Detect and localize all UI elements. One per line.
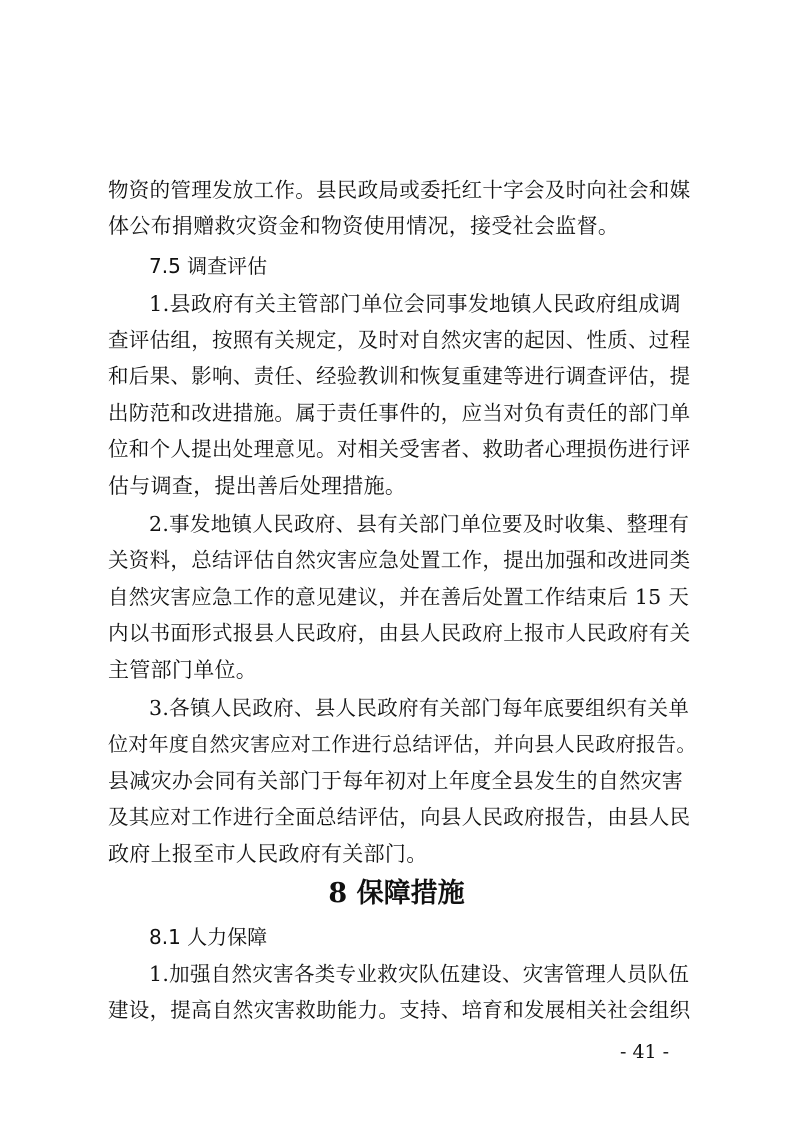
body-text-line: 估与调查，提出善后处理措施。 — [108, 474, 407, 498]
body-text-line: 内以书面形式报县人民政府，由县人民政府上报市人民政府有关 — [108, 621, 691, 645]
body-text-line: 和后果、影响、责任、经验教训和恢复重建等进行调查评估，提 — [108, 364, 691, 388]
body-text-line: 及其应对工作进行全面总结评估，向县人民政府报告，由县人民 — [108, 805, 691, 829]
body-text-line: 体公布捐赠救灾资金和物资使用情况，接受社会监督。 — [108, 214, 620, 238]
chapter-heading-8: 8 保障措施 — [328, 878, 465, 909]
body-text-line: 位对年度自然灾害应对工作进行总结评估，并向县人民政府报告。 — [108, 732, 697, 756]
body-text-line: 关资料，总结评估自然灾害应急处置工作，提出加强和改进同类 — [108, 548, 691, 572]
body-text-line: 出防范和改进措施。属于责任事件的，应当对负有责任的部门单 — [108, 401, 691, 425]
page-number: - 41 - — [620, 1041, 670, 1063]
body-text-line: 1.加强自然灾害各类专业救灾队伍建设、灾害管理人员队伍 — [149, 962, 690, 986]
body-text-line: 查评估组，按照有关规定，及时对自然灾害的起因、性质、过程 — [108, 328, 691, 352]
body-text-line: 2.事发地镇人民政府、县有关部门单位要及时收集、整理有 — [149, 512, 690, 536]
section-heading-8-1: 8.1 人力保障 — [149, 925, 268, 949]
body-text-line: 主管部门单位。 — [108, 658, 258, 682]
body-text-line: 1.县政府有关主管部门单位会同事发地镇人民政府组成调 — [149, 292, 681, 316]
body-text-line: 物资的管理发放工作。县民政局或委托红十字会及时向社会和媒 — [108, 178, 691, 202]
body-text-line: 县减灾办会同有关部门于每年初对上年度全县发生的自然灾害 — [108, 769, 684, 793]
body-text-line: 政府上报至市人民政府有关部门。 — [108, 842, 428, 866]
body-text-line: 建设，提高自然灾害救助能力。支持、培育和发展相关社会组织 — [108, 998, 691, 1022]
body-text-line: 自然灾害应急工作的意见建议，并在善后处置工作结束后 15 天 — [108, 585, 690, 609]
body-text-line: 3.各镇人民政府、县人民政府有关部门每年底要组织有关单 — [149, 696, 690, 720]
section-heading-7-5: 7.5 调查评估 — [149, 254, 268, 278]
body-text-line: 位和个人提出处理意见。对相关受害者、救助者心理损伤进行评 — [108, 437, 691, 461]
